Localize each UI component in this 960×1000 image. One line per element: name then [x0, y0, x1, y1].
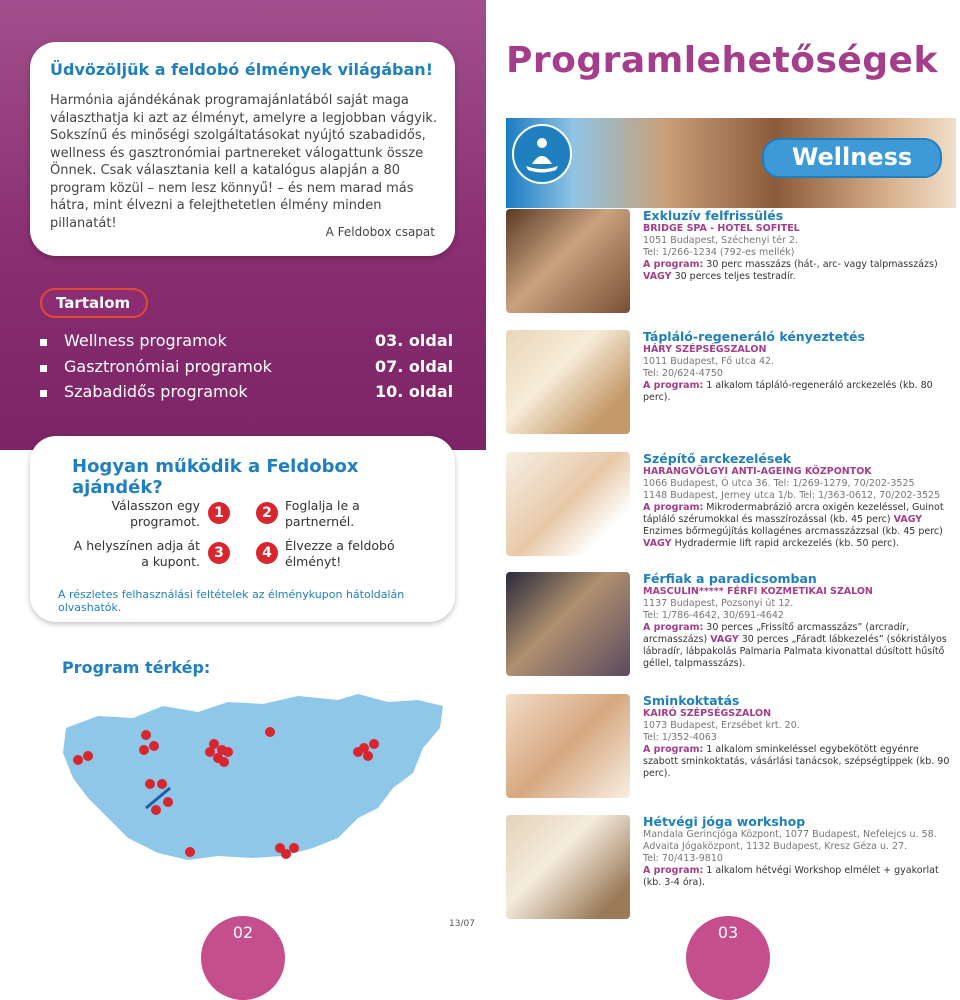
offer-phone: Tel: 20/624-4750: [643, 368, 723, 379]
offer-title: Sminkoktatás: [643, 693, 740, 708]
offer-image: [506, 452, 630, 556]
offer-address: 1011 Budapest, Fő utca 42.: [643, 356, 775, 367]
map-marker: [83, 751, 93, 761]
offer-venue: HÁRY SZÉPSÉGSZALON: [643, 344, 767, 355]
offer-address: Mandala Gerincjóga Központ, 1077 Budapest, Nefelejcs u. 58.: [643, 829, 937, 840]
offer-program: A program: 30 perc masszázs (hát-, arc- vagy talpmasszázs) VAGY 30 perces teljes testradír.: [643, 259, 938, 282]
offer-title: Hétvégi jóga workshop: [643, 814, 806, 829]
page-number-left: 02: [201, 916, 285, 1000]
bullet-icon: [40, 390, 47, 397]
offer-address: 1051 Budapest, Széchenyi tér 2.: [643, 235, 798, 246]
contents-item-title: Wellness programok: [64, 331, 227, 350]
step-4-number: 4: [256, 542, 278, 564]
hungary-map: [58, 688, 450, 878]
offer-address: 1066 Budapest, Ó utca 36. Tel: 1/269-1279, 70/202-3525: [643, 478, 915, 489]
offer-title: Exkluzív felfrissülés: [643, 208, 784, 223]
offer-venue: MASCULIN***** FÉRFI KOZMETIKAI SZALON: [643, 586, 873, 597]
offer-program: A program: 1 alkalom hétvégi Workshop elmélet + gyakorlat (kb. 3-4 óra).: [643, 865, 939, 888]
step-1-text: Válasszon egy programot.: [111, 498, 200, 529]
map-marker: [149, 741, 159, 751]
offer-item: [643, 572, 955, 670]
offer-venue: BRIDGE SPA - HOTEL SOFITEL: [643, 223, 800, 234]
offer-address: Advaita Jógaközpont, 1132 Budapest, Kresz Géza u. 27.: [643, 841, 908, 852]
map-marker: [145, 779, 155, 789]
page-number-right: 03: [686, 916, 770, 1000]
offer-program: A program: 1 alkalom tápláló-regeneráló arckezelés (kb. 80 perc).: [643, 380, 933, 403]
offer-image: [506, 815, 630, 919]
map-marker: [219, 757, 229, 767]
step-3-text: A helyszínen adja át a kupont.: [73, 538, 200, 569]
offer-phone: Tel: 70/413-9810: [643, 853, 723, 864]
map-marker: [265, 727, 275, 737]
contents-label: Tartalom: [40, 288, 148, 318]
offer-image: [506, 572, 630, 676]
offer-address: 1073 Budapest, Erzsébet krt. 20.: [643, 720, 800, 731]
offer-item: [643, 694, 955, 780]
map-country-shape: [63, 694, 443, 860]
contents-list: [40, 330, 460, 407]
bullet-icon: [40, 339, 47, 346]
category-badge: Wellness: [762, 138, 942, 178]
how-title: Hogyan működik a Feldobox ajándék?: [72, 456, 359, 498]
offer-image: [506, 330, 630, 434]
offer-venue: KAIRÓ SZÉPSÉGSZALON: [643, 708, 772, 719]
bullet-icon: [40, 365, 47, 372]
map-marker: [163, 797, 173, 807]
offer-phone: Tel: 1/352-4063: [643, 732, 717, 743]
map-marker: [139, 745, 149, 755]
map-marker: [275, 843, 285, 853]
map-marker: [205, 747, 215, 757]
step-3-number: 3: [208, 542, 230, 564]
contents-item-title: Gasztronómiai programok: [64, 356, 272, 376]
map-marker: [223, 747, 233, 757]
contents-item-page: 10. oldal: [375, 382, 454, 401]
offer-program: A program: 1 alkalom sminkeléssel egybekötött egyénre szabott sminkoktatás, vásárlási tanácsok, szépségtippek (kb. 90 perc).: [643, 744, 950, 779]
offer-title: Tápláló-regeneráló kényeztetés: [643, 329, 865, 344]
contents-item-title: Szabadidős programok: [64, 382, 248, 401]
offer-address: 1148 Budapest, Jerney utca 1/b. Tel: 1/363-0612, 70/202-3525: [643, 490, 941, 501]
map-marker: [353, 747, 363, 757]
map-marker: [151, 805, 161, 815]
offer-address: 1137 Budapest, Pozsonyi út 12.: [643, 598, 794, 609]
page-title: Programlehetőségek: [506, 40, 938, 81]
lotus-icon: [512, 124, 572, 184]
map-marker: [141, 730, 151, 740]
offer-title: Férfiak a paradicsomban: [643, 571, 817, 586]
map-marker: [157, 779, 167, 789]
how-it-works-card: [30, 436, 455, 622]
step-2-text: Foglalja le a partnernél.: [285, 498, 360, 529]
contents-item[interactable]: [40, 381, 460, 407]
offer-image: [506, 209, 630, 313]
offer-item: [643, 330, 955, 404]
offer-title: Szépítő arckezelések: [643, 451, 792, 466]
map-marker: [73, 755, 83, 765]
contents-item[interactable]: [40, 356, 460, 382]
offer-program: A program: 30 perces „Frissítő arcmasszázs” (arcradír, arcmasszázs) VAGY 30 perces „Fáradt lábkezelés” (sókristályos lábradír, lábpakolás Palmaria Palmata kivonattal dúsított hűsítő géllel, talpmasszázs).: [643, 622, 947, 669]
offer-venue: HARANGVÖLGYI ANTI-AGEING KÖZPONTOK: [643, 466, 872, 477]
contents-item-page: 07. oldal: [375, 356, 454, 376]
step-1-number: 1: [208, 502, 230, 524]
offer-phone: Tel: 1/786-4642, 30/691-4642: [643, 610, 784, 621]
terms-note: A részletes felhasználási feltételek az élménykupon hátoldalán olvashatók.: [58, 588, 405, 614]
offer-image: [506, 694, 630, 798]
offer-phone: Tel: 1/266-1234 (792-es mellék): [643, 247, 795, 258]
welcome-text: Harmónia ajándékának programajánlatából saját maga választhatja ki azt az élményt, amelyre a legjobban vágyik. Sokszínű és minőségi szolgáltatásokat nyújtó szabadidős, wellness és gasztronómiai partnereket válogattunk össze Önnek. Csak választania kell a katalógus alapján a 80 program közül – nem lesz könnyű! – és nem marad más hátra, mint élvezni a felejthetetlen élmény minden pillanatát!: [50, 93, 438, 231]
step-2-number: 2: [256, 502, 278, 524]
map-marker: [289, 843, 299, 853]
offer-item: [643, 452, 955, 550]
contents-item-page: 03. oldal: [375, 331, 454, 350]
welcome-title: Üdvözöljük a feldobó élmények világában!: [50, 60, 433, 79]
welcome-signature: A Feldobox csapat: [325, 225, 435, 239]
map-marker: [369, 739, 379, 749]
welcome-card: [30, 42, 455, 256]
print-mark: 13/07: [449, 919, 475, 929]
offer-item: [643, 209, 955, 283]
map-title: Program térkép:: [62, 658, 211, 677]
offer-item: [643, 815, 955, 889]
map-marker: [363, 751, 373, 761]
map-marker: [185, 847, 195, 857]
offer-program: A program: Mikrodermabrázió arcra oxigén kezeléssel, Guinot tápláló szérumokkal és masszírozással (kb. 45 perc) VAGY Enzimes bőrmegújítás kollagénes arcmasszázzsal (kb. 45 perc) VAGY Hydradermie lift rapid arckezelés (kb. 50 perc).: [643, 502, 944, 549]
contents-item[interactable]: [40, 330, 460, 356]
step-4-text: Élvezze a feldobó élményt!: [285, 538, 395, 569]
